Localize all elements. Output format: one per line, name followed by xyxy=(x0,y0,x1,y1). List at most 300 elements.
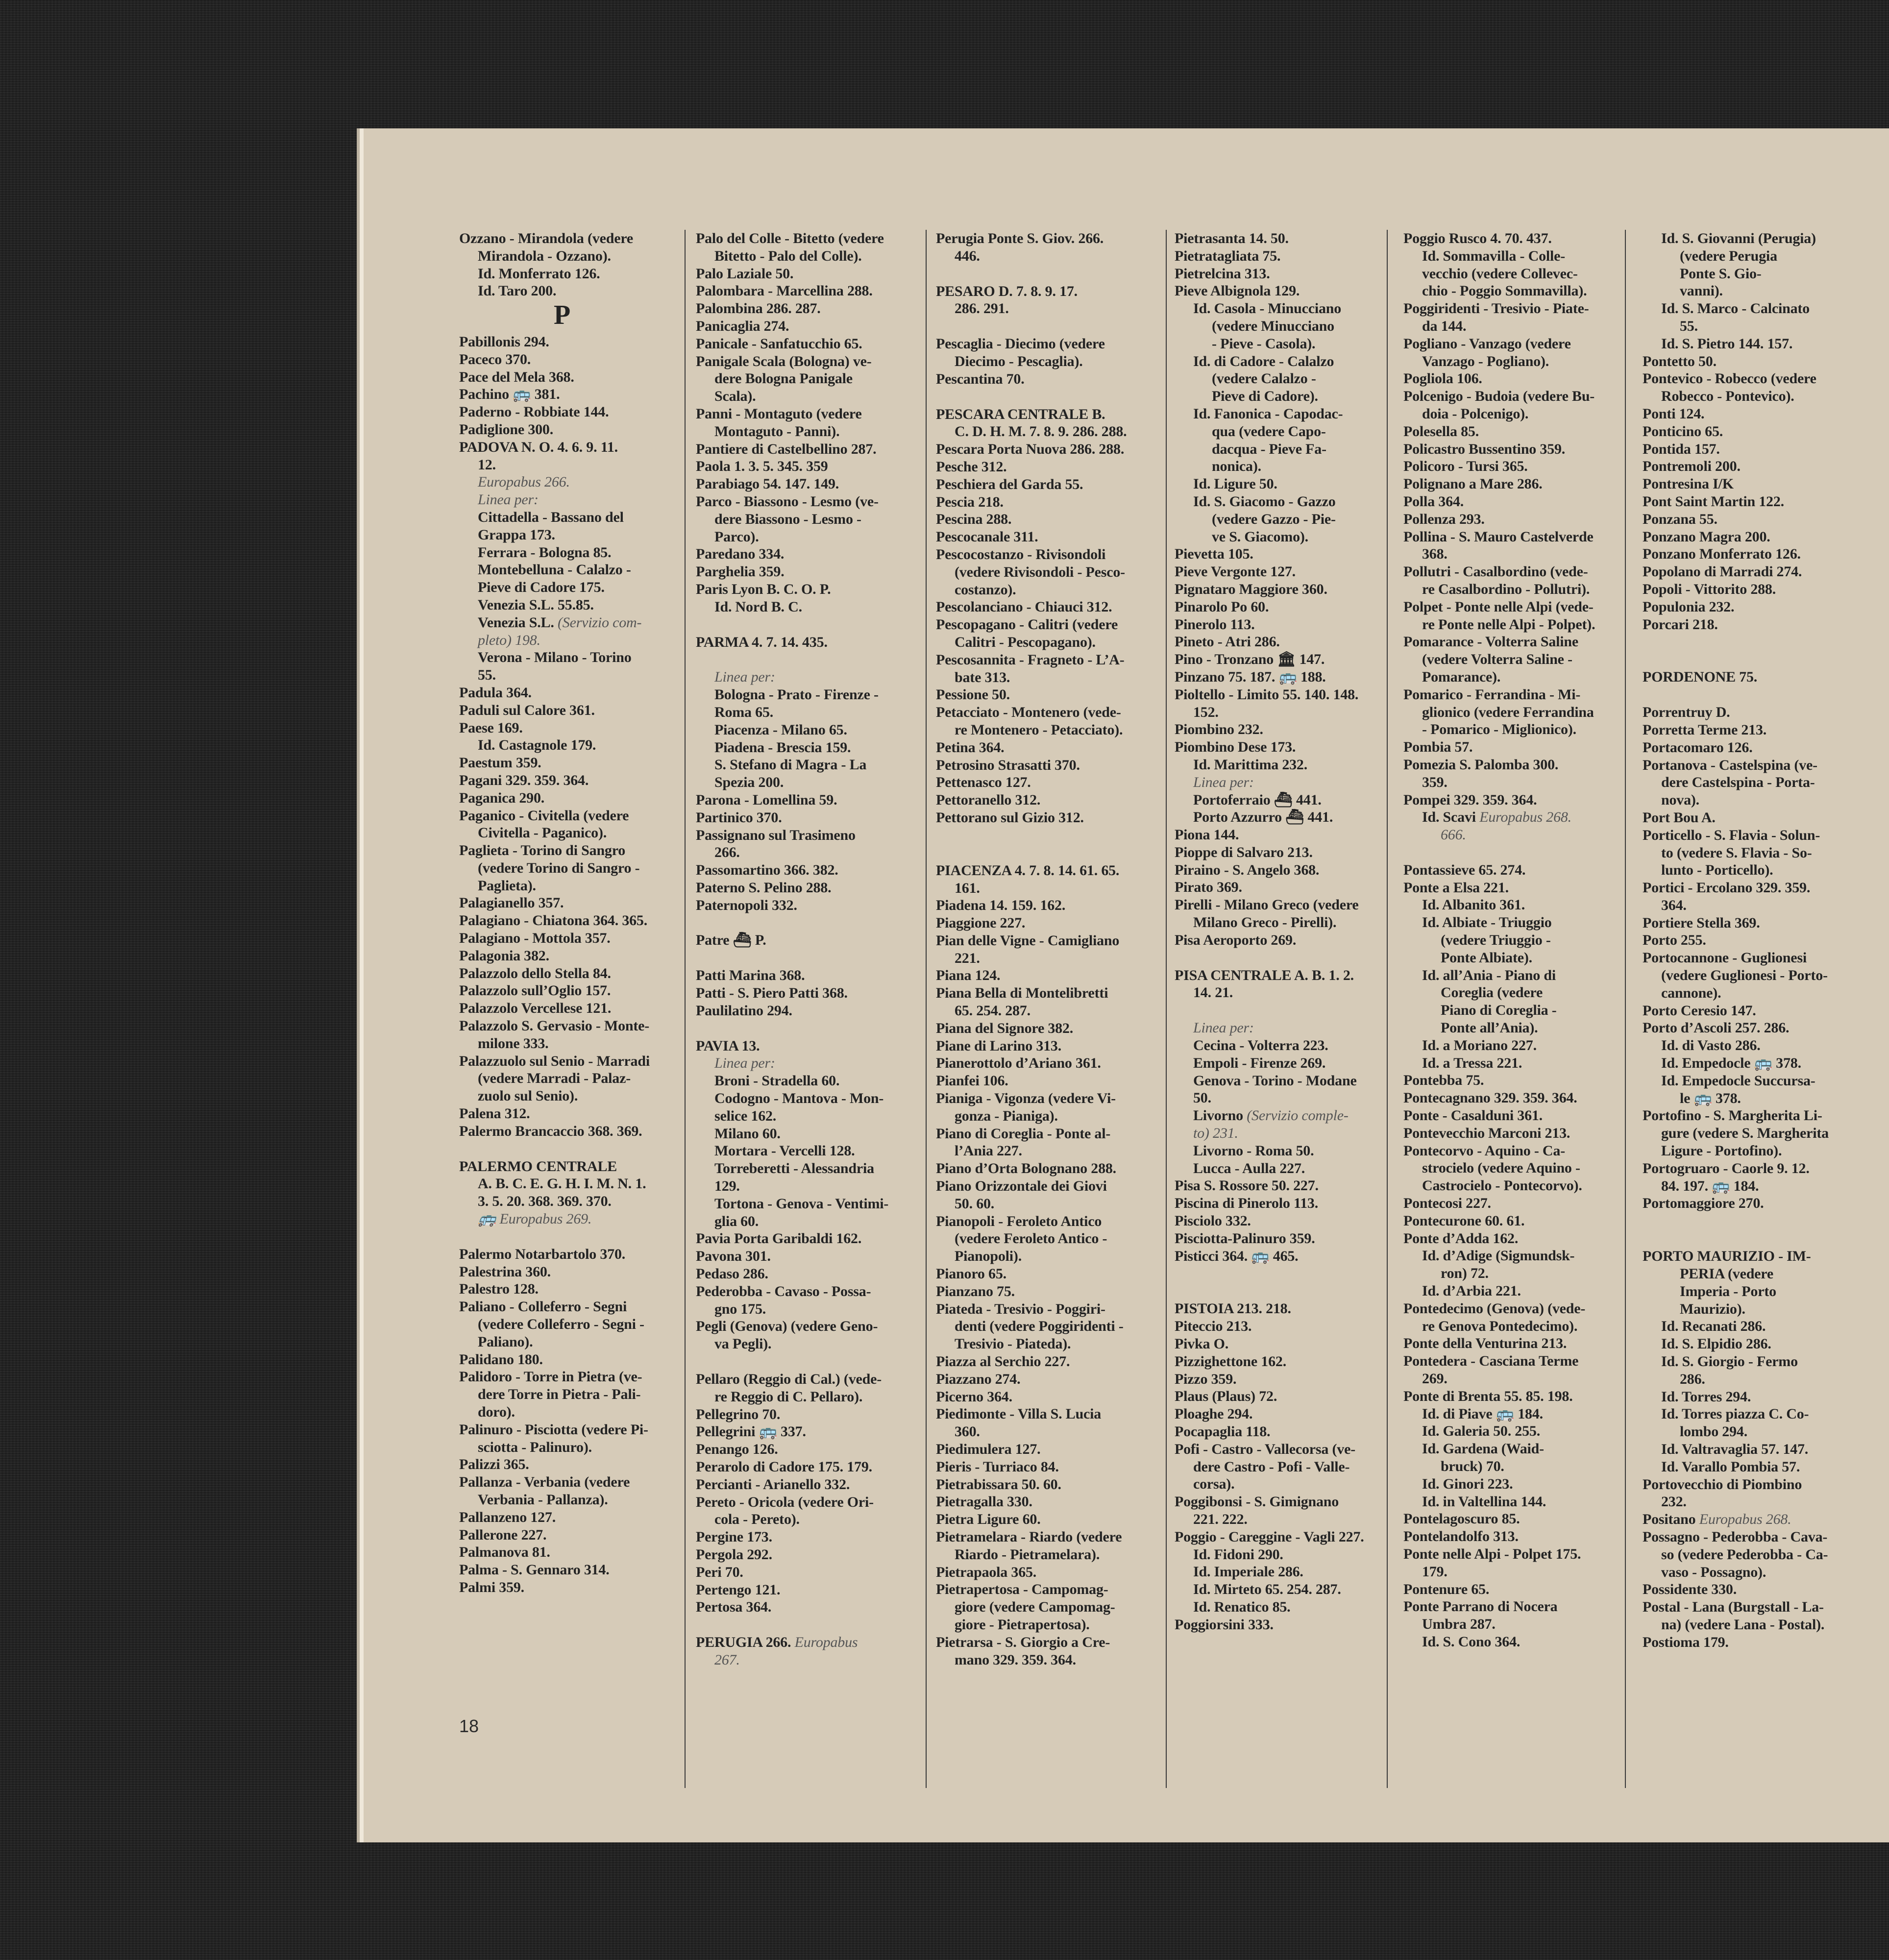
index-entry: (vedere Marradi - Palaz- xyxy=(478,1070,631,1087)
index-entry: Piane di Larino 313. xyxy=(936,1037,1062,1054)
index-entry: Pettorano sul Gizio 312. xyxy=(936,809,1084,826)
index-entry: Pignataro Maggiore 360. xyxy=(1175,581,1327,597)
index-entry: ron) 72. xyxy=(1441,1265,1489,1282)
index-entry: Palena 312. xyxy=(459,1105,530,1122)
index-entry: Pontecorvo - Aquino - Ca- xyxy=(1403,1142,1565,1159)
index-entry: Ponte S. Gio- xyxy=(1680,265,1762,282)
index-entry: Pietrasanta 14. 50. xyxy=(1175,230,1289,246)
index-entry: Roma 65. xyxy=(714,704,774,720)
index-entry: Polla 364. xyxy=(1403,493,1464,510)
index-entry: 232. xyxy=(1661,1494,1687,1510)
index-entry: Id. Empedocle 🚌 378. xyxy=(1661,1055,1801,1072)
index-entry: Palazzolo dello Stella 84. xyxy=(459,965,611,981)
index-entry: na) (vedere Lana - Postal). xyxy=(1661,1616,1825,1633)
index-entry: Ponte di Brenta 55. 85. 198. xyxy=(1403,1388,1573,1404)
index-entry: Id. Recanati 286. xyxy=(1661,1318,1766,1335)
index-entry: 129. xyxy=(714,1178,740,1195)
index-entry: Pizzighettone 162. xyxy=(1175,1353,1287,1370)
index-entry: gure (vedere S. Margherita xyxy=(1661,1125,1829,1142)
index-entry: Porto d’Ascoli 257. 286. xyxy=(1643,1020,1790,1036)
index-entry: Pellegrino 70. xyxy=(696,1406,781,1422)
index-entry xyxy=(1175,774,1390,791)
entry-italic-text: Europabus 266. xyxy=(478,474,570,490)
index-entry: vaso - Possagno). xyxy=(1661,1564,1766,1580)
index-entry xyxy=(1175,1125,1390,1142)
index-entry: Livorno - Roma 50. xyxy=(1193,1142,1314,1159)
index-entry: Id. S. Pietro 144. 157. xyxy=(1661,335,1793,352)
index-entry: Montebelluna - Calalzo - xyxy=(478,562,631,578)
index-entry: denti (vedere Poggiridenti - xyxy=(955,1318,1124,1335)
index-entry: Id. Imperiale 286. xyxy=(1193,1564,1303,1580)
index-entry: Palma - S. Gennaro 314. xyxy=(459,1562,610,1578)
index-entry: Verbania - Pallanza). xyxy=(478,1491,608,1508)
index-entry: Portomaggiore 270. xyxy=(1643,1195,1764,1212)
index-entry: Palinuro - Pisciotta (vedere Pi- xyxy=(459,1421,648,1438)
index-entry: Pantiere di Castelbellino 287. xyxy=(696,441,877,457)
blank-line xyxy=(696,651,911,668)
index-entry: Padula 364. xyxy=(459,684,532,701)
index-entry: Policastro Bussentino 359. xyxy=(1403,441,1566,457)
index-entry: Id. Renatico 85. xyxy=(1193,1598,1291,1615)
index-entry: Id. Torres piazza C. Co- xyxy=(1661,1406,1809,1422)
entry-italic-text: Europabus 268. xyxy=(1479,809,1571,826)
index-entry: Ponzana 55. xyxy=(1643,511,1717,527)
index-entry: Umbra 287. xyxy=(1422,1616,1496,1633)
index-entry: 55. xyxy=(1680,318,1698,334)
index-entry: (vedere Minucciano xyxy=(1212,318,1334,334)
index-entry: Genova - Torino - Modane xyxy=(1193,1072,1357,1089)
index-entry: Pian delle Vigne - Camigliano xyxy=(936,932,1120,949)
index-entry: Piazzano 274. xyxy=(936,1371,1021,1387)
index-entry: (vedere Torino di Sangro - xyxy=(478,859,640,876)
index-entry: Pegli (Genova) (vedere Geno- xyxy=(696,1318,878,1335)
index-entry: 12. xyxy=(478,456,496,473)
index-entry: 364. xyxy=(1661,897,1687,913)
index-entry: Ploaghe 294. xyxy=(1175,1406,1253,1422)
index-entry: Bologna - Prato - Firenze - xyxy=(714,686,879,703)
entry-italic-text: (Servizio comple- xyxy=(1247,1107,1349,1124)
index-entry: Id. Fidoni 290. xyxy=(1193,1546,1283,1563)
index-entry: Pieve di Cadore 175. xyxy=(478,579,605,596)
index-entry: Pineto - Atri 286. xyxy=(1175,634,1280,650)
index-entry: Pietratagliata 75. xyxy=(1175,247,1281,264)
index-entry: 221. xyxy=(955,950,980,966)
index-entry: Paese 169. xyxy=(459,719,523,736)
blank-line xyxy=(696,616,911,634)
index-entry: Tresivio - Piateda). xyxy=(955,1336,1071,1352)
index-entry: Pontetto 50. xyxy=(1643,353,1717,369)
index-entry: Piana 124. xyxy=(936,967,1001,984)
index-entry: PORTO MAURIZIO - IM- xyxy=(1643,1248,1811,1265)
index-entry: Pontremoli 200. xyxy=(1643,458,1741,475)
index-entry: PISA CENTRALE A. B. 1. 2. xyxy=(1175,967,1354,983)
index-entry: Portovecchio di Piombino xyxy=(1643,1476,1802,1493)
index-entry: Id. Taro 200. xyxy=(478,283,557,299)
index-entry: dere Castro - Pofi - Valle- xyxy=(1193,1458,1350,1475)
entry-italic-text: to) 231. xyxy=(1193,1125,1238,1142)
index-entry: Id. Galeria 50. 255. xyxy=(1422,1423,1540,1440)
index-entry: dere Castelspina - Porta- xyxy=(1661,774,1815,791)
index-entry: Panicale - Sanfatucchio 65. xyxy=(696,335,862,352)
index-entry: Pontevecchio Marconi 213. xyxy=(1403,1125,1570,1141)
index-entry: va Pegli). xyxy=(714,1336,772,1352)
index-entry: Piteccio 213. xyxy=(1175,1318,1252,1335)
index-entry: selice 162. xyxy=(714,1107,777,1124)
index-entry: Id. Casola - Minucciano xyxy=(1193,300,1342,317)
index-entry: Pirelli - Milano Greco (vedere xyxy=(1175,897,1359,913)
index-entry: Pedaso 286. xyxy=(696,1266,768,1282)
index-entry: Piadena - Brescia 159. xyxy=(714,739,851,756)
index-entry: bruck) 70. xyxy=(1441,1458,1504,1474)
index-entry: Palazzolo S. Gervasio - Monte- xyxy=(459,1018,650,1034)
index-entry: 221. 222. xyxy=(1193,1511,1248,1527)
index-entry: Pontecosi 227. xyxy=(1403,1195,1491,1212)
index-entry: Pontassieve 65. 274. xyxy=(1403,861,1526,878)
blank-line xyxy=(936,827,1152,844)
blank-line xyxy=(696,949,911,967)
index-column-3 xyxy=(936,230,1152,1788)
index-entry: Pollutri - Casalbordino (vede- xyxy=(1403,564,1588,580)
index-column-1 xyxy=(459,230,675,1788)
index-entry: Id. all’Ania - Piano di xyxy=(1422,967,1556,983)
index-entry: Portoferraio ⛴ 441. xyxy=(1193,791,1322,808)
index-entry: Ligure - Portofino). xyxy=(1661,1143,1782,1159)
index-entry: Ponti 124. xyxy=(1643,405,1705,422)
index-entry: dere Torre in Pietra - Pali- xyxy=(478,1386,641,1403)
index-entry: Patti Marina 368. xyxy=(696,967,805,984)
index-entry: doro). xyxy=(478,1404,515,1420)
index-entry: Pioppe di Salvaro 213. xyxy=(1175,844,1313,860)
index-entry: re Ponte nelle Alpi - Polpet). xyxy=(1422,616,1595,633)
index-entry: Piano d’Orta Bolognano 288. xyxy=(936,1160,1116,1177)
index-entry: Pontedecimo (Genova) (vede- xyxy=(1403,1300,1586,1317)
index-entry: 286. xyxy=(1680,1371,1705,1387)
index-entry: Palagonia 382. xyxy=(459,947,549,964)
index-entry: Parco). xyxy=(714,528,759,545)
index-entry: Pontecagnano 329. 359. 364. xyxy=(1403,1090,1577,1106)
index-entry: A. B. C. E. G. H. I. M. N. 1. xyxy=(478,1176,646,1192)
index-entry: cannone). xyxy=(1661,984,1721,1001)
index-entry: Pessione 50. xyxy=(936,686,1010,703)
index-entry: Pietrapaola 365. xyxy=(936,1564,1037,1580)
index-entry: Coreglia (vedere xyxy=(1441,984,1543,1001)
index-entry: Mortara - Vercelli 128. xyxy=(714,1143,855,1159)
index-entry: Milano Greco - Pirelli). xyxy=(1193,914,1337,931)
index-entry: PALERMO CENTRALE xyxy=(459,1158,617,1175)
index-entry: Venezia S.L. 55.85. xyxy=(478,596,594,613)
index-entry: Pisciotta-Palinuro 359. xyxy=(1175,1230,1315,1247)
index-entry: Pagani 329. 359. 364. xyxy=(459,772,589,788)
index-entry: Portici - Ercolano 329. 359. xyxy=(1643,880,1811,896)
index-entry: (vedere Colleferro - Segni - xyxy=(478,1316,644,1333)
index-entry: Pachino 🚌 381. xyxy=(459,386,560,403)
index-entry: Ponte della Venturina 213. xyxy=(1403,1335,1567,1352)
blank-line xyxy=(1643,633,1868,651)
index-entry: corsa). xyxy=(1193,1476,1235,1493)
index-entry: Piano di Coreglia - Ponte al- xyxy=(936,1125,1111,1142)
index-entry: 50. 60. xyxy=(955,1195,995,1212)
index-entry: Pomarance). xyxy=(1422,668,1501,685)
index-entry: PADOVA N. O. 4. 6. 9. 11. xyxy=(459,439,618,455)
index-entry: Palazzolo sull’Oglio 157. xyxy=(459,982,611,999)
index-entry: Codogno - Mantova - Mon- xyxy=(714,1090,884,1107)
index-entry: Pianopoli - Feroleto Antico xyxy=(936,1213,1102,1229)
index-entry: Petina 364. xyxy=(936,739,1005,756)
index-entry: Pertengo 121. xyxy=(696,1581,781,1598)
index-entry: 179. xyxy=(1422,1563,1447,1580)
index-entry: Palagiano - Chiatona 364. 365. xyxy=(459,912,648,929)
index-entry: Verona - Milano - Torino xyxy=(478,649,632,666)
index-entry: PIACENZA 4. 7. 8. 14. 61. 65. xyxy=(936,862,1120,879)
index-entry: Parco - Biassono - Lesmo (ve- xyxy=(696,493,879,510)
index-entry: Id. S. Elpidio 286. xyxy=(1661,1336,1771,1352)
index-entry: 65. 254. 287. xyxy=(955,1003,1030,1019)
index-entry: PORDENONE 75. xyxy=(1643,669,1758,686)
index-entry: re Reggio di C. Pellaro). xyxy=(714,1388,863,1405)
index-entry: Torreberetti - Alessandria xyxy=(714,1160,874,1177)
index-entry xyxy=(1403,808,1619,826)
index-entry: Palo del Colle - Bitetto (vedere xyxy=(696,230,884,246)
index-entry: Id. di Piave 🚌 184. xyxy=(1422,1405,1543,1422)
index-entry: Pino - Tronzano 🏛 147. xyxy=(1175,651,1325,668)
index-entry: Id. Ginori 223. xyxy=(1422,1475,1513,1492)
index-entry: Piazza al Serchio 227. xyxy=(936,1353,1070,1370)
index-entry: Pietragalla 330. xyxy=(936,1494,1032,1510)
index-entry: Mirandola - Ozzano). xyxy=(478,247,611,264)
index-entry: Piscina di Pinerolo 113. xyxy=(1175,1195,1319,1212)
index-entry: Popolano di Marradi 274. xyxy=(1643,564,1802,580)
index-entry: Paceco 370. xyxy=(459,351,531,368)
blank-line xyxy=(936,844,1152,862)
column-divider xyxy=(926,230,927,1788)
blank-line xyxy=(936,388,1152,406)
blank-line xyxy=(1643,686,1868,704)
index-entry: Pederobba - Cavaso - Possa- xyxy=(696,1283,871,1299)
index-entry: Paliano - Colleferro - Segni xyxy=(459,1298,627,1315)
index-entry: Piona 144. xyxy=(1175,827,1239,843)
index-entry: Pavia Porta Garibaldi 162. xyxy=(696,1230,862,1247)
index-entry: Palazzuolo sul Senio - Marradi xyxy=(459,1053,650,1069)
index-entry: 152. xyxy=(1193,704,1219,720)
index-entry: Ponticino 65. xyxy=(1643,423,1723,440)
index-entry: Pabillonis 294. xyxy=(459,333,549,350)
column-divider xyxy=(1387,230,1388,1788)
index-entry: dere Bologna Panigale xyxy=(714,370,853,387)
index-entry: da 144. xyxy=(1422,318,1467,334)
index-entry: Piacenza - Milano 65. xyxy=(714,721,847,738)
index-entry: Id. Torres 294. xyxy=(1661,1388,1751,1405)
index-entry: Parona - Lomellina 59. xyxy=(696,791,837,808)
index-entry: Pescia 218. xyxy=(936,493,1004,510)
index-entry: Id. a Tressa 221. xyxy=(1422,1054,1522,1071)
index-entry: Ponte nelle Alpi - Polpet 175. xyxy=(1403,1545,1581,1562)
index-entry: Palestrina 360. xyxy=(459,1263,551,1280)
index-entry xyxy=(459,473,675,491)
entry-italic-text: 267. xyxy=(714,1651,740,1668)
index-entry: 360. xyxy=(955,1423,980,1440)
index-entry: Palagiano - Mottola 357. xyxy=(459,930,611,947)
index-entry: Ponte - Casalduni 361. xyxy=(1403,1107,1543,1124)
index-entry: Paganico - Civitella (vedere xyxy=(459,807,629,824)
index-entry: Panicaglia 274. xyxy=(696,318,789,334)
index-entry: strocielo (vedere Aquino - xyxy=(1422,1160,1580,1176)
index-entry: Paliano). xyxy=(478,1333,533,1350)
blank-line xyxy=(1403,844,1619,861)
index-entry: so (vedere Pederobba - Ca- xyxy=(1661,1546,1828,1563)
index-entry: Pontedera - Casciana Terme xyxy=(1403,1353,1579,1370)
blank-line xyxy=(696,914,911,931)
index-entry: Piombino Dese 173. xyxy=(1175,739,1296,756)
index-entry xyxy=(696,668,911,686)
entry-italic-text: Linea per: xyxy=(1193,1020,1254,1036)
index-entry: Id. in Valtellina 144. xyxy=(1422,1493,1546,1510)
index-entry: Id. di Vasto 286. xyxy=(1661,1037,1761,1054)
index-entry: Porcari 218. xyxy=(1643,616,1718,633)
index-entry: costanzo). xyxy=(955,581,1016,598)
index-entry: mano 329. 359. 364. xyxy=(955,1651,1076,1668)
index-entry: Id. Empedocle Succursa- xyxy=(1661,1072,1815,1089)
index-entry: Imperia - Porto xyxy=(1680,1283,1776,1299)
index-entry: PAVIA 13. xyxy=(696,1037,760,1054)
index-entry: doia - Polcenigo). xyxy=(1422,405,1529,422)
index-entry: zuolo sul Senio). xyxy=(478,1088,578,1104)
index-entry: sciotta - Palinuro). xyxy=(478,1439,592,1455)
index-entry: Palmanova 81. xyxy=(459,1544,550,1561)
index-entry: Pescantina 70. xyxy=(936,370,1025,387)
index-entry: Id. S. Giacomo - Gazzo xyxy=(1193,493,1336,510)
index-entry: Piombino 232. xyxy=(1175,721,1263,738)
index-entry: Pofi - Castro - Vallecorsa (ve- xyxy=(1175,1441,1355,1457)
index-column-6 xyxy=(1643,230,1868,1788)
index-entry: Pontenure 65. xyxy=(1403,1581,1490,1597)
index-entry: C. D. H. M. 7. 8. 9. 286. 288. xyxy=(955,423,1127,440)
index-entry: Parghelia 359. xyxy=(696,564,785,580)
index-entry: Id. Fanonica - Capodac- xyxy=(1193,405,1343,422)
index-entry: Pianfei 106. xyxy=(936,1073,1008,1089)
index-entry: S. Stefano di Magra - La xyxy=(714,757,867,773)
index-entry: Lucca - Aulla 227. xyxy=(1193,1160,1305,1176)
index-entry: Piedimonte - Villa S. Lucia xyxy=(936,1406,1102,1422)
index-entry: Possagno - Pederobba - Cava- xyxy=(1643,1528,1828,1545)
index-entry: lunto - Porticello). xyxy=(1661,862,1773,879)
index-entry: Porrentruy D. xyxy=(1643,704,1730,721)
index-entry: Pettenasco 127. xyxy=(936,774,1031,791)
index-entry: Pombia 57. xyxy=(1403,739,1473,756)
index-entry: Id. S. Marco - Calcinato xyxy=(1661,300,1810,317)
index-entry: Patre ⛴ P. xyxy=(696,932,766,949)
index-entry: Pogliano - Vanzago (vedere xyxy=(1403,335,1571,352)
index-entry: Pergola 292. xyxy=(696,1546,772,1563)
index-entry: Pontevico - Robecco (vedere xyxy=(1643,370,1816,387)
index-entry: Paterno S. Pelino 288. xyxy=(696,879,832,896)
index-entry: Pescaglia - Diecimo (vedere xyxy=(936,336,1105,352)
timetable-index-page xyxy=(364,128,1889,1842)
section-letter: P xyxy=(553,300,570,331)
index-entry: - Pomarico - Miglionico). xyxy=(1422,721,1576,738)
index-entry: Pioltello - Limito 55. 140. 148. xyxy=(1175,686,1359,703)
index-entry: Passomartino 366. 382. xyxy=(696,862,838,879)
index-entry: Portanova - Castelspina (ve- xyxy=(1643,757,1817,773)
entry-italic-text: Linea per: xyxy=(1193,774,1254,790)
blank-line xyxy=(459,1140,675,1158)
index-entry: 269. xyxy=(1422,1371,1447,1387)
index-entry: lombo 294. xyxy=(1680,1423,1748,1440)
index-entry: Poggibonsi - S. Gimignano xyxy=(1175,1494,1339,1510)
index-entry: Pocapaglia 118. xyxy=(1175,1423,1271,1440)
index-entry: Pinerolo 113. xyxy=(1175,616,1255,633)
index-entry: Palidano 180. xyxy=(459,1351,543,1368)
index-entry: PARMA 4. 7. 14. 435. xyxy=(696,634,828,650)
index-entry: Cecina - Volterra 223. xyxy=(1193,1037,1328,1054)
index-entry: Pianerottolo d’Ariano 361. xyxy=(936,1055,1101,1072)
index-entry: Maurizio). xyxy=(1680,1300,1745,1317)
index-entry: Piana del Signore 382. xyxy=(936,1020,1074,1036)
index-entry: Paganica 290. xyxy=(459,789,545,806)
index-entry: 55. xyxy=(478,667,496,684)
index-entry: giore - Pietrapertosa). xyxy=(955,1616,1090,1633)
index-entry: Ponte Parrano di Nocera xyxy=(1403,1598,1558,1615)
index-entry: Paredano 334. xyxy=(696,546,785,563)
index-entry: Pietramelara - Riardo (vedere xyxy=(936,1528,1122,1545)
blank-line xyxy=(1175,1265,1390,1282)
index-entry: Panigale Scala (Bologna) ve- xyxy=(696,353,872,369)
index-entry: vecchio (vedere Collevec- xyxy=(1422,265,1578,282)
index-entry xyxy=(696,1634,911,1651)
index-entry: Paulilatino 294. xyxy=(696,1002,792,1019)
index-entry: Bitetto - Palo del Colle). xyxy=(714,247,862,264)
index-entry: Paglieta - Torino di Sangro xyxy=(459,842,626,859)
index-entry: Id. Nord B. C. xyxy=(714,598,802,615)
index-entry: Palmi 359. xyxy=(459,1579,524,1595)
index-entry: (vedere Triuggio - xyxy=(1441,932,1551,949)
index-entry: Piana Bella di Montelibretti xyxy=(936,985,1108,1002)
index-entry: - Pieve - Casola). xyxy=(1212,335,1316,352)
index-entry: Spezia 200. xyxy=(714,774,784,791)
index-entry: re Casalbordino - Pollutri). xyxy=(1422,581,1590,597)
index-entry: 161. xyxy=(955,880,980,896)
entry-italic-text: Linea per: xyxy=(714,669,775,686)
index-entry xyxy=(1643,1511,1868,1528)
index-entry: Palombara - Marcellina 288. xyxy=(696,283,873,299)
index-entry: re Montenero - Petacciato). xyxy=(955,721,1123,738)
entry-italic-text: (Servizio com- xyxy=(557,614,642,631)
index-entry: gonza - Pianiga). xyxy=(955,1107,1058,1124)
index-entry: Palombina 286. 287. xyxy=(696,300,821,317)
index-entry: Paola 1. 3. 5. 345. 359 xyxy=(696,458,828,475)
index-entry: Portocannone - Guglionesi xyxy=(1643,950,1807,966)
index-entry: Porticello - S. Flavia - Solun- xyxy=(1643,827,1820,843)
index-entry: Id. Valtravaglia 57. 147. xyxy=(1661,1441,1809,1457)
index-entry: Pescolanciano - Chiauci 312. xyxy=(936,599,1112,615)
entry-italic-text: Europabus xyxy=(794,1634,858,1651)
blank-line xyxy=(936,265,1152,283)
index-entry: Portofino - S. Margherita Li- xyxy=(1643,1107,1822,1124)
index-entry: Pereto - Oricola (vedere Ori- xyxy=(696,1494,874,1510)
index-entry: Diecimo - Pescaglia). xyxy=(955,353,1083,369)
index-entry: Palermo Brancaccio 368. 369. xyxy=(459,1123,642,1139)
entry-text: PERUGIA 266. xyxy=(696,1634,795,1651)
index-entry: Id. Mirteto 65. 254. 287. xyxy=(1193,1581,1341,1598)
index-entry: Empoli - Firenze 269. xyxy=(1193,1054,1326,1071)
index-entry: chio - Poggio Sommavilla). xyxy=(1422,283,1587,299)
index-entry: Pietrarsa - S. Giorgio a Cre- xyxy=(936,1634,1110,1650)
blank-line xyxy=(1643,651,1868,668)
blank-line xyxy=(459,1228,675,1246)
index-entry: Pietrabissara 50. 60. xyxy=(936,1476,1061,1493)
index-entry: Paestum 359. xyxy=(459,755,541,771)
index-entry: Id. Albiate - Triuggio xyxy=(1422,914,1552,931)
index-entry: Pontelagoscuro 85. xyxy=(1403,1511,1520,1527)
